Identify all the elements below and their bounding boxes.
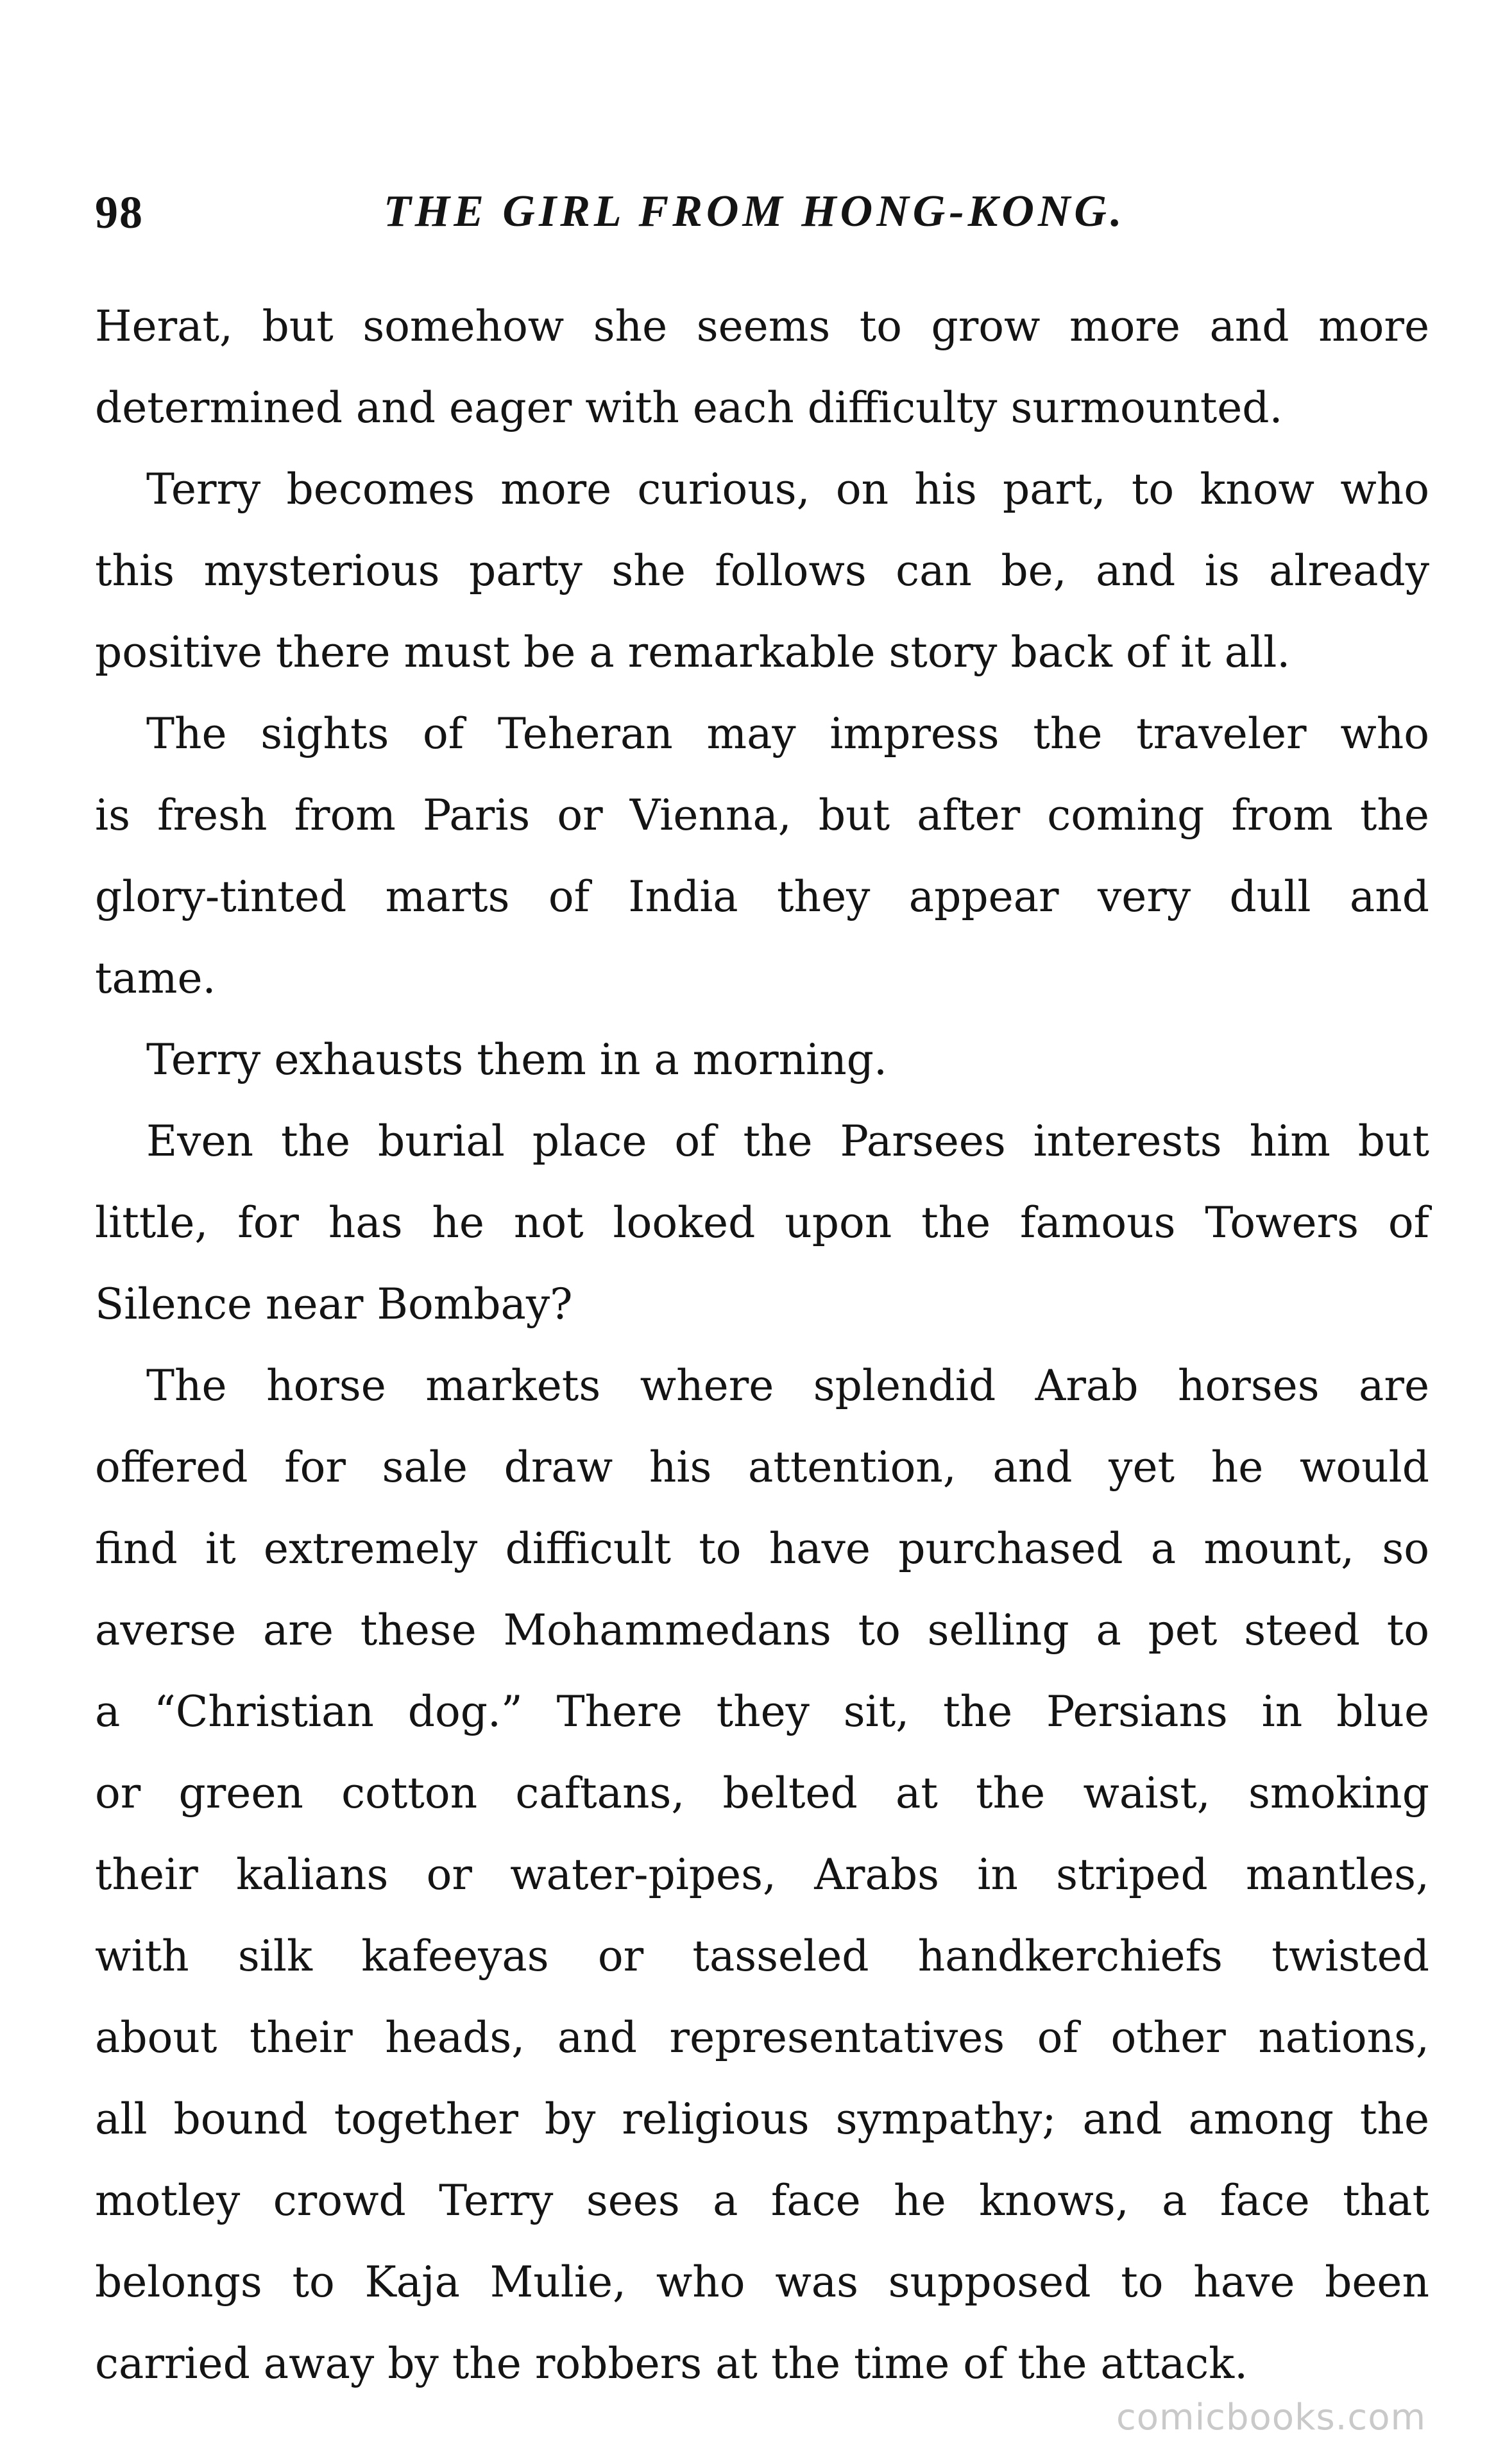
text-line: Terry becomes more curious, on his part, to know who bbox=[146, 465, 1429, 514]
text-line: Silence near Bombay? bbox=[95, 1279, 573, 1329]
text-line: averse are these Mohammedans to selling a pet steed to bbox=[95, 1605, 1429, 1655]
text-line: glory-tinted marts of India they appear very dull and bbox=[95, 872, 1429, 921]
text-line: Even the burial place of the Parsees interests him but bbox=[146, 1116, 1429, 1166]
text-line: Herat, but somehow she seems to grow more and more bbox=[95, 302, 1429, 351]
text-line: a “Christian dog.” There they sit, the Persians in blue bbox=[95, 1687, 1429, 1736]
text-line: belongs to Kaja Mulie, who was supposed to have been bbox=[95, 2257, 1429, 2307]
text-line: positive there must be a remarkable story back of it all. bbox=[95, 628, 1291, 677]
text-line: find it extremely difficult to have purchased a mount, so bbox=[95, 1524, 1429, 1573]
text-line: with silk kafeeyas or tasseled handkerchiefs twisted bbox=[95, 1931, 1429, 1981]
text-line: all bound together by religious sympathy; and among the bbox=[95, 2094, 1429, 2144]
text-line: about their heads, and representatives of other nations, bbox=[95, 2013, 1429, 2062]
text-line: or green cotton caftans, belted at the waist, smoking bbox=[95, 1768, 1429, 1818]
text-line: determined and eager with each difficulty surmounted. bbox=[95, 383, 1283, 432]
text-line: tame. bbox=[95, 954, 216, 1003]
text-line: The horse markets where splendid Arab horses are bbox=[146, 1361, 1429, 1410]
text-line: Terry exhausts them in a morning. bbox=[146, 1035, 887, 1084]
body-text bbox=[95, 286, 1429, 2404]
text-line: their kalians or water-pipes, Arabs in striped mantles, bbox=[95, 1850, 1429, 1899]
book-title: THE GIRL FROM HONG-KONG. bbox=[384, 187, 1126, 236]
text-line: is fresh from Paris or Vienna, but after coming from the bbox=[95, 791, 1429, 840]
text-line: carried away by the robbers at the time of the attack. bbox=[95, 2339, 1248, 2388]
text-line: this mysterious party she follows can be, and is already bbox=[95, 546, 1429, 595]
text-line: offered for sale draw his attention, and yet he would bbox=[95, 1442, 1429, 1492]
watermark: comicbooks.com bbox=[1116, 2397, 1427, 2438]
running-head bbox=[95, 186, 1429, 257]
text-line: The sights of Teheran may impress the traveler who bbox=[146, 709, 1429, 758]
text-line: motley crowd Terry sees a face he knows, a face that bbox=[95, 2176, 1429, 2225]
text-line: little, for has he not looked upon the famous Towers of bbox=[95, 1198, 1429, 1247]
page-number: 98 bbox=[95, 187, 144, 238]
